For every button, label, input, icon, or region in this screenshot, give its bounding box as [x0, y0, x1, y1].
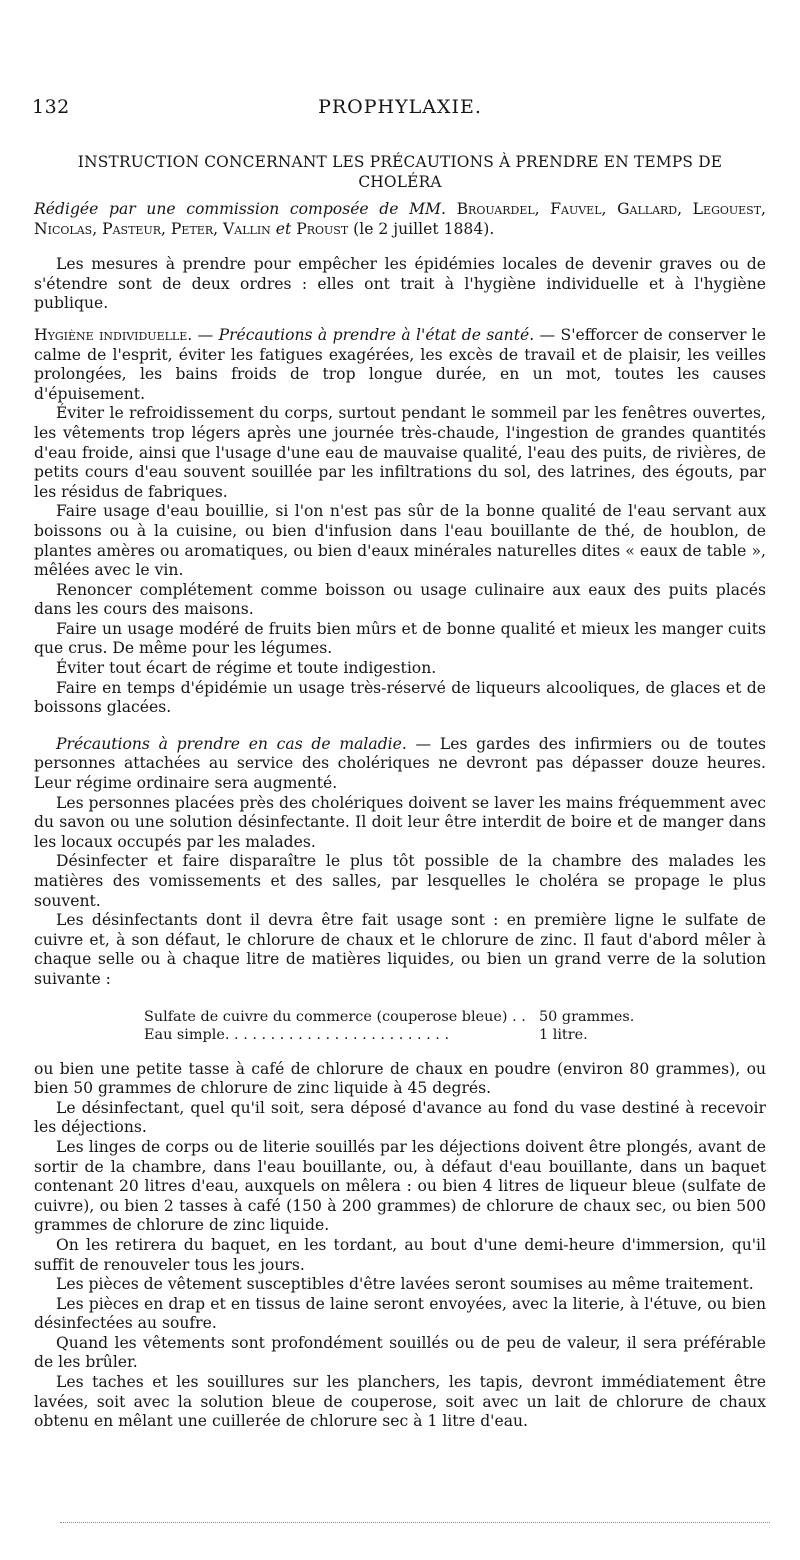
paragraph: Éviter le refroidissement du corps, surtout pendant le sommeil par les fenêtres ouvertes, les vêtements trop légers après une journée très-chaude, l'ingestion de grandes quantités d'eau froide, ainsi que l'usage d'une eau de mauvaise qualité, l'eau des puits, de rivières, de petits cours d'eau souvent souillée par les infiltrations du sol, des latrines, des égouts, par les résidus de fabriques.: [34, 404, 766, 501]
running-title: PROPHYLAXIE.: [318, 96, 482, 118]
paragraph: Faire un usage modéré de fruits bien mûrs et de bonne qualité et mieux les manger cuits que crus. De même pour les légumes.: [34, 619, 766, 658]
credit-names: Brouardel, Fauvel, Gallard, Legouest, Nicolas, Pasteur, Peter, Vallin: [34, 200, 766, 238]
paragraph: Renoncer complétement comme boisson ou usage culinaire aux eaux des puits placés dans les cours des maisons.: [34, 580, 766, 619]
paragraph: Faire en temps d'épidémie un usage très-réservé de liqueurs alcooliques, de glaces et de boissons glacées.: [34, 678, 766, 717]
page-header: [32, 96, 768, 124]
paragraph: Les désinfectants dont il devra être fait usage sont : en première ligne le sulfate de cuivre et, à son défaut, le chlorure de chaux et le chlorure de zinc. Il faut d'abord mêler à chaque selle ou à chaque litre de matières liquides, ou bien un grand verre de la solution suivante :: [34, 911, 766, 988]
footer-dotted-rule: [60, 1522, 770, 1523]
intro-paragraph: Les mesures à prendre pour empêcher les épidémies locales de devenir graves ou de s'étendre sont de deux ordres : elles ont trait à l'hygiène individuelle et à l'hygiène publique.: [34, 255, 766, 313]
paragraph: Quand les vêtements sont profondément souillés ou de peu de valeur, il sera préférable de les brûler.: [34, 1333, 766, 1372]
paragraph: Faire usage d'eau bouillie, si l'on n'est pas sûr de la bonne qualité de l'eau servant aux boissons ou à la cuisine, ou bien d'infusion dans l'eau bouillante de thé, de houblon, de plantes amères ou aromatiques, ou bien d'eaux minérales naturelles dites « eaux de table », mêlées avec le vin.: [34, 502, 766, 580]
credit-name-proust: Proust: [296, 219, 349, 238]
paragraph: Les taches et les souillures sur les planchers, les tapis, devront immédiatement être lavées, soit avec la solution bleue de couperose, soit avec un lait de chlorure de chaux obtenu en mêlant une cuillerée de chlorure sec à 1 litre d'eau.: [34, 1373, 766, 1431]
paragraph: Désinfecter et faire disparaître le plus tôt possible de la chambre des malades les matières des vomissements et des salles, par lesquelles le choléra se propage le plus souvent.: [34, 852, 766, 910]
paragraph: Les pièces en drap et en tissus de laine seront envoyées, avec la literie, à l'étuve, ou bien désinfectées au soufre.: [34, 1294, 766, 1333]
formula-quantity: 1 litre.: [539, 1026, 588, 1043]
credit-lead: Rédigée par une commission composée de MM.: [34, 200, 446, 218]
paragraph: Le désinfectant, quel qu'il soit, sera déposé d'avance au fond du vase destiné à recevoir les déjections.: [34, 1098, 766, 1137]
section-text: — Les gardes des infirmiers ou de toutes personnes attachées au service des cholériques ne devront pas dépasser douze heures. Leur régime ordinaire sera augmenté.: [34, 734, 766, 793]
section-illness: [34, 735, 766, 794]
commission-credit: [34, 200, 766, 239]
paragraph: ou bien une petite tasse à café de chlorure de chaux en poudre (environ 80 grammes), ou bien 50 grammes de chlorure de zinc liquide à 45 degrés.: [34, 1059, 766, 1098]
paragraph: Les personnes placées près des cholériques doivent se laver les mains fréquemment avec du savon ou une solution désinfectante. Il doit leur être interdit de boire et de manger dans les locaux occupés par les malades.: [34, 793, 766, 851]
paragraph: Les pièces de vêtement susceptibles d'être lavées seront soumises au même traitement.: [56, 1275, 754, 1294]
formula-quantity: 50 grammes.: [539, 1008, 635, 1025]
credit-date: (le 2 juillet 1884).: [353, 219, 495, 238]
section-subtitle-health: Précautions à prendre à l'état de santé.: [218, 325, 535, 344]
paragraph: On les retirera du baquet, en les tordant, au bout d'une demi-heure d'immersion, qu'il suffit de renouveler tous les jours.: [34, 1235, 766, 1274]
page-number: 132: [32, 96, 70, 118]
page-body: [34, 152, 766, 1432]
formula-item: Sulfate de cuivre du commerce (couperose bleue) . .: [144, 1008, 526, 1025]
paragraph: Éviter tout écart de régime et toute indigestion.: [56, 659, 437, 678]
section-subtitle-illness: Précautions à prendre en cas de maladie.: [56, 734, 407, 753]
section-text: — S'efforcer de conserver le calme de l'esprit, éviter les fatigues exagérées, les excès de travail et de plaisir, les veilles prolongées, les bains froids de trop longue durée, en un mot, toutes les causes d'épuisement.: [34, 325, 767, 403]
formula-item: Eau simple. . . . . . . . . . . . . . . . . . . . . . . . .: [144, 1026, 450, 1043]
section-dash: —: [192, 325, 219, 344]
section-individual-hygiene: [34, 326, 766, 404]
formula-row: [144, 1008, 766, 1026]
paragraph: Les linges de corps ou de literie souillés par les déjections doivent être plongés, avant de sortir de la chambre, dans l'eau bouillante, ou, à défaut d'eau bouillante, dans un baquet contenant 20 litres d'eau, auxquels on mêlera : ou bien 4 litres de liqueur bleue (sulfate de cuivre), ou bien 2 tasses à café (150 à 200 grammes) de chlorure de chaux sec, ou bien 500 grammes de chlorure de zinc liquide.: [34, 1137, 766, 1235]
disinfectant-formula: [144, 1008, 766, 1044]
formula-row: [144, 1026, 766, 1044]
credit-et: et: [275, 219, 292, 238]
section-label: Hygiène individuelle.: [34, 325, 193, 344]
document-title: INSTRUCTION CONCERNANT LES PRÉCAUTIONS À PRENDRE EN TEMPS DE CHOLÉRA: [77, 153, 723, 191]
